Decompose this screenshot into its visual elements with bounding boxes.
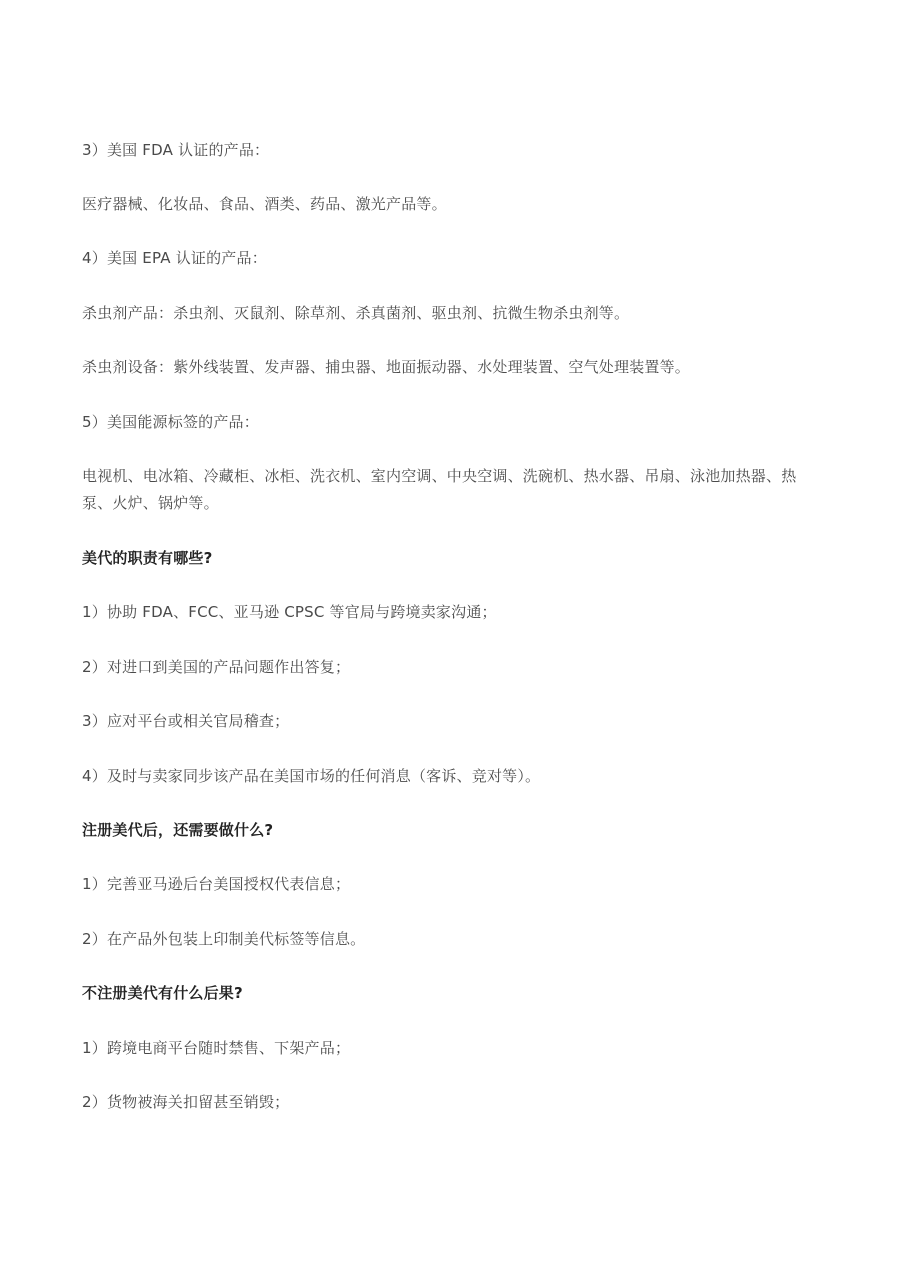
duty-item-2: 2）对进口到美国的产品问题作出答复； xyxy=(82,658,351,676)
duty-item-4: 4）及时与卖家同步该产品在美国市场的任何消息（客诉、竞对等）。 xyxy=(82,767,541,785)
epa-products-label: 4）美国 EPA 认证的产品： xyxy=(82,249,267,267)
energy-label-products-list: 电视机、电冰箱、冷藏柜、冰柜、洗衣机、室内空调、中央空调、洗碗机、热水器、吊扇、泳池加热器、热泵、火炉、锅炉等。 xyxy=(82,467,797,512)
consequence-item-1: 1）跨境电商平台随时禁售、下架产品； xyxy=(82,1039,351,1057)
consequence-item-2: 2）货物被海关扣留甚至销毁； xyxy=(82,1093,290,1111)
pesticide-devices: 杀虫剂设备：紫外线装置、发声器、捕虫器、地面振动器、水处理装置、空气处理装置等。 xyxy=(82,358,691,376)
fda-products-label: 3）美国 FDA 认证的产品： xyxy=(82,141,270,159)
section-heading-duties: 美代的职责有哪些? xyxy=(82,549,213,567)
duty-item-1: 1）协助 FDA、FCC、亚马逊 CPSC 等官局与跨境卖家沟通； xyxy=(82,603,497,621)
after-registration-item-2: 2）在产品外包装上印制美代标签等信息。 xyxy=(82,930,366,948)
duty-item-3: 3）应对平台或相关官局稽查； xyxy=(82,712,290,730)
energy-label-products-label: 5）美国能源标签的产品： xyxy=(82,413,259,431)
after-registration-item-1: 1）完善亚马逊后台美国授权代表信息； xyxy=(82,875,351,893)
pesticide-products: 杀虫剂产品：杀虫剂、灭鼠剂、除草剂、杀真菌剂、驱虫剂、抗微生物杀虫剂等。 xyxy=(82,304,630,322)
section-heading-after-registration: 注册美代后，还需要做什么? xyxy=(82,821,274,839)
section-heading-consequences: 不注册美代有什么后果? xyxy=(82,984,243,1002)
fda-products-list: 医疗器械、化妆品、食品、酒类、药品、激光产品等。 xyxy=(82,195,447,213)
